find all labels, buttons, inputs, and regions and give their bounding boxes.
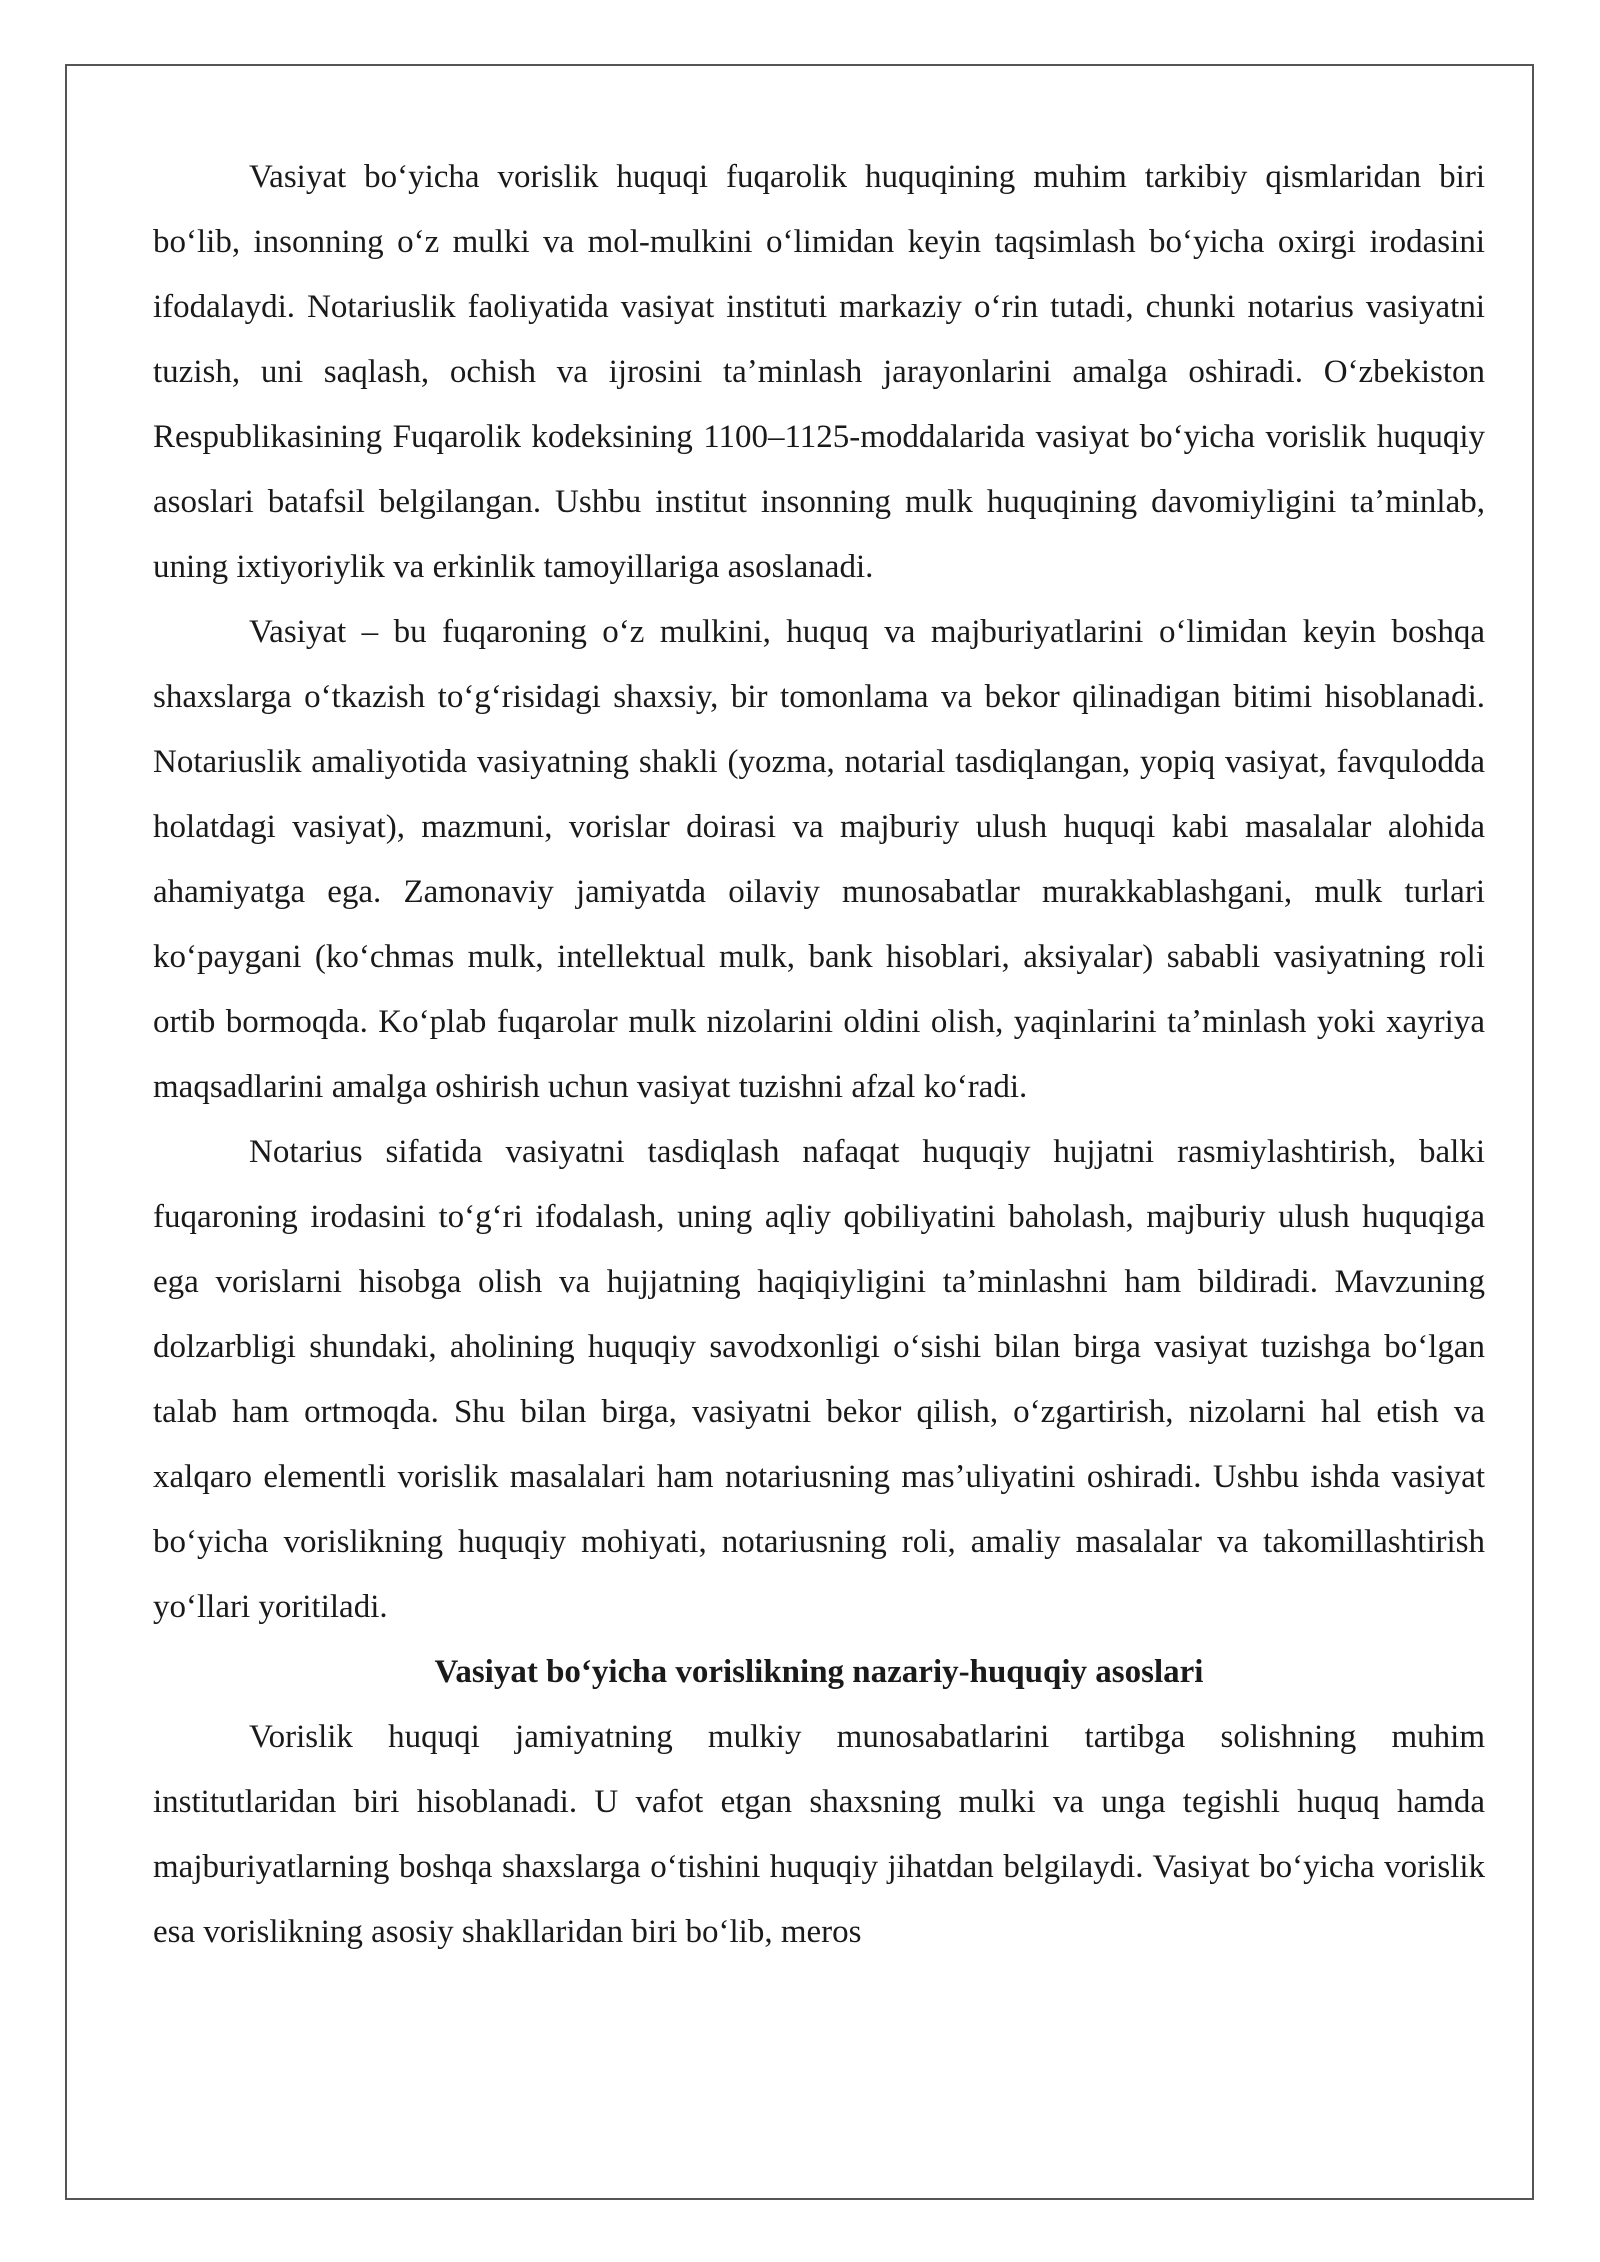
paragraph-intro-3: Notarius sifatida vasiyatni tasdiqlash nafaqat huquqiy hujjatni rasmiylashtirish, balki fuqaroning irodasini toʻgʻri ifodalash, uning aqliy qobiliyatini baholash, majburiy ulush huquqiga ega vorislarni hisobga olish va hujjatning haqiqiyligini taʼminlashni ham bildiradi. Mavzuning dolzarbligi shundaki, aholining huquqiy savodxonligi oʻsishi bilan birga vasiyat tuzishga boʻlgan talab ham ortmoqda. Shu bilan birga, vasiyatni bekor qilish, oʻzgartirish, nizolarni hal etish va xalqaro elementli vorislik masalalari ham notariusning masʼuliyatini oshiradi. Ushbu ishda vasiyat boʻyicha vorislikning huquqiy mohiyati, notariusning roli, amaliy masalalar va takomillashtirish yoʻllari yoritiladi. [153, 1134, 1485, 1625]
paragraph-section-1: Vorislik huquqi jamiyatning mulkiy munosabatlarini tartibga solishning muhim institutlaridan biri hisoblanadi. U vafot etgan shaxsning mulki va unga tegishli huquq hamda majburiyatlarning boshqa shaxslarga oʻtishini huquqiy jihatdan belgilaydi. Vasiyat boʻyicha vorislik esa vorislikning asosiy shakllaridan biri boʻlib, meros [153, 1719, 1485, 1950]
paragraph-intro-2: Vasiyat – bu fuqaroning oʻz mulkini, huquq va majburiyatlarini oʻlimidan keyin boshqa shaxslarga oʻtkazish toʻgʻrisidagi shaxsiy, bir tomonlama va bekor qilinadigan bitimi hisoblanadi. Notariuslik amaliyotida vasiyatning shakli (yozma, notarial tasdiqlangan, yopiq vasiyat, favqulodda holatdagi vasiyat), mazmuni, vorislar doirasi va majburiy ulush huquqi kabi masalalar alohida ahamiyatga ega. Zamonaviy jamiyatda oilaviy munosabatlar murakkablashgani, mulk turlari koʻpaygani (koʻchmas mulk, intellektual mulk, bank hisoblari, aksiyalar) sababli vasiyatning roli ortib bormoqda. Koʻplab fuqarolar mulk nizolarini oldini olish, yaqinlarini taʼminlash yoki xayriya maqsadlarini amalga oshirish uchun vasiyat tuzishni afzal koʻradi. [153, 614, 1485, 1105]
document-body [153, 145, 1485, 1965]
section-heading: Vasiyat boʻyicha vorislikning nazariy-huquqiy asoslari [434, 1654, 1204, 1690]
paragraph-intro-1: Vasiyat boʻyicha vorislik huquqi fuqarolik huquqining muhim tarkibiy qismlaridan biri boʻlib, insonning oʻz mulki va mol-mulkini oʻlimidan keyin taqsimlash boʻyicha oxirgi irodasini ifodalaydi. Notariuslik faoliyatida vasiyat instituti markaziy oʻrin tutadi, chunki notarius vasiyatni tuzish, uni saqlash, ochish va ijrosini taʼminlash jarayonlarini amalga oshiradi. Oʻzbekiston Respublikasining Fuqarolik kodeksining 1100–1125-moddalarida vasiyat boʻyicha vorislik huquqiy asoslari batafsil belgilangan. Ushbu institut insonning mulk huquqining davomiyligini taʼminlab, uning ixtiyoriylik va erkinlik tamoyillariga asoslanadi. [153, 159, 1485, 585]
